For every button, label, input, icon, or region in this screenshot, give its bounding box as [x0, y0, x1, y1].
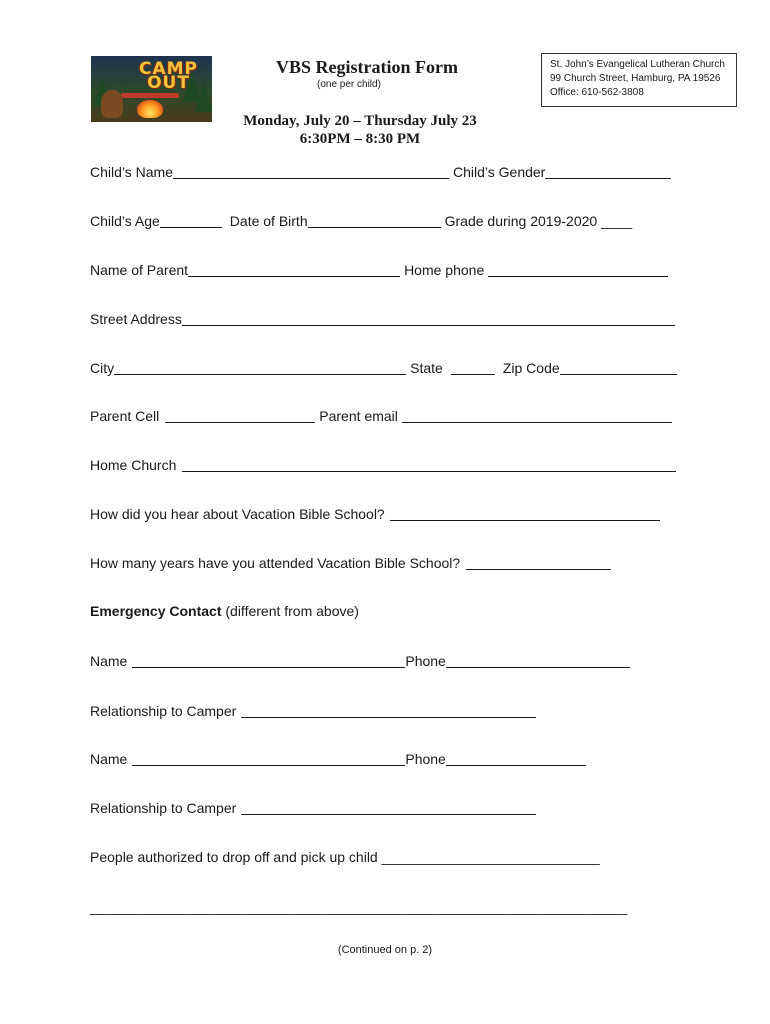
row-ec1-relationship	[90, 701, 536, 721]
child-name-field[interactable]	[173, 162, 449, 179]
parent-email-label: Parent email	[319, 408, 398, 424]
zip-label: Zip Code	[502, 360, 560, 376]
row-parent-cell	[90, 406, 672, 426]
state-label: State	[410, 360, 443, 376]
emergency-contact-heading	[90, 601, 359, 621]
logo-wordmark: CAMP OUT	[138, 59, 198, 93]
parent-cell-field[interactable]	[165, 406, 315, 423]
row-street-address	[90, 309, 675, 329]
ec2-relationship-label: Relationship to Camper	[90, 800, 237, 816]
row-continuation	[90, 897, 627, 917]
years-attended-label: How many years have you attended Vacation Bible School?	[90, 555, 461, 571]
form-subtitle: (one per child)	[317, 79, 381, 90]
zip-field[interactable]	[560, 358, 677, 375]
ec2-phone-label: Phone	[405, 751, 446, 767]
child-age-label: Child’s Age	[90, 213, 160, 229]
church-name: St. John’s Evangelical Lutheran Church	[550, 59, 725, 70]
state-field[interactable]	[451, 358, 495, 375]
home-church-field[interactable]	[182, 455, 676, 472]
ec1-name-label: Name	[90, 653, 128, 669]
parent-name-label: Name of Parent	[90, 262, 189, 278]
child-gender-label: Child’s Gender	[453, 164, 546, 180]
row-parent-name	[90, 260, 668, 280]
row-authorized-pickup	[90, 847, 600, 867]
row-ec1-name	[90, 651, 630, 671]
parent-cell-label: Parent Cell	[90, 408, 160, 424]
ec1-name-field[interactable]	[132, 651, 405, 668]
logo-tagline-banner	[121, 93, 179, 98]
ec1-phone-field[interactable]	[446, 651, 630, 668]
row-heard-about	[90, 504, 660, 524]
ec1-phone-label: Phone	[405, 653, 446, 669]
row-ec2-relationship	[90, 798, 536, 818]
dob-field[interactable]	[308, 211, 441, 228]
church-office-phone: Office: 610-562-3808	[550, 87, 644, 98]
dob-label: Date of Birth	[229, 213, 308, 229]
home-phone-field[interactable]	[488, 260, 668, 277]
church-street: 99 Church Street, Hamburg, PA 19526	[550, 73, 721, 84]
ec2-relationship-field[interactable]	[241, 798, 536, 815]
street-address-field[interactable]	[182, 309, 675, 326]
heard-about-label: How did you hear about Vacation Bible School?	[90, 506, 385, 522]
ec2-name-field[interactable]	[132, 749, 405, 766]
church-address-box	[541, 53, 737, 107]
child-age-field[interactable]	[160, 211, 222, 228]
city-label: City	[90, 360, 115, 376]
row-home-church	[90, 455, 676, 475]
child-gender-field[interactable]	[545, 162, 671, 179]
event-dates: Monday, July 20 – Thursday July 23	[243, 113, 477, 129]
authorized-pickup-continuation[interactable]: _____________________________________________________________________	[90, 899, 628, 915]
parent-name-field[interactable]	[188, 260, 400, 277]
row-years-attended	[90, 553, 611, 573]
row-child-age	[90, 211, 632, 231]
row-ec2-name	[90, 749, 586, 769]
child-name-label: Child’s Name	[90, 164, 173, 180]
grade-label: Grade during 2019-2020 ____	[444, 213, 633, 229]
authorized-pickup-label: People authorized to drop off and pick up child ____________________________	[90, 849, 600, 865]
ec1-relationship-label: Relationship to Camper	[90, 703, 237, 719]
ec2-name-label: Name	[90, 751, 128, 767]
home-phone-label: Home phone	[404, 262, 485, 278]
heard-about-field[interactable]	[390, 504, 660, 521]
ec2-phone-field[interactable]	[446, 749, 586, 766]
street-address-label: Street Address	[90, 311, 182, 327]
form-title: VBS Registration Form	[276, 57, 458, 77]
parent-email-field[interactable]	[402, 406, 672, 423]
emergency-contact-title: Emergency Contact	[90, 603, 222, 619]
home-church-label: Home Church	[90, 457, 177, 473]
continued-note: (Continued on p. 2)	[337, 944, 433, 956]
emergency-contact-note: (different from above)	[221, 603, 359, 619]
city-field[interactable]	[114, 358, 406, 375]
years-attended-field[interactable]	[466, 553, 611, 570]
row-city	[90, 358, 677, 378]
row-child-name	[90, 162, 671, 182]
event-times: 6:30PM – 8:30 PM	[299, 131, 421, 147]
ec1-relationship-field[interactable]	[241, 701, 536, 718]
